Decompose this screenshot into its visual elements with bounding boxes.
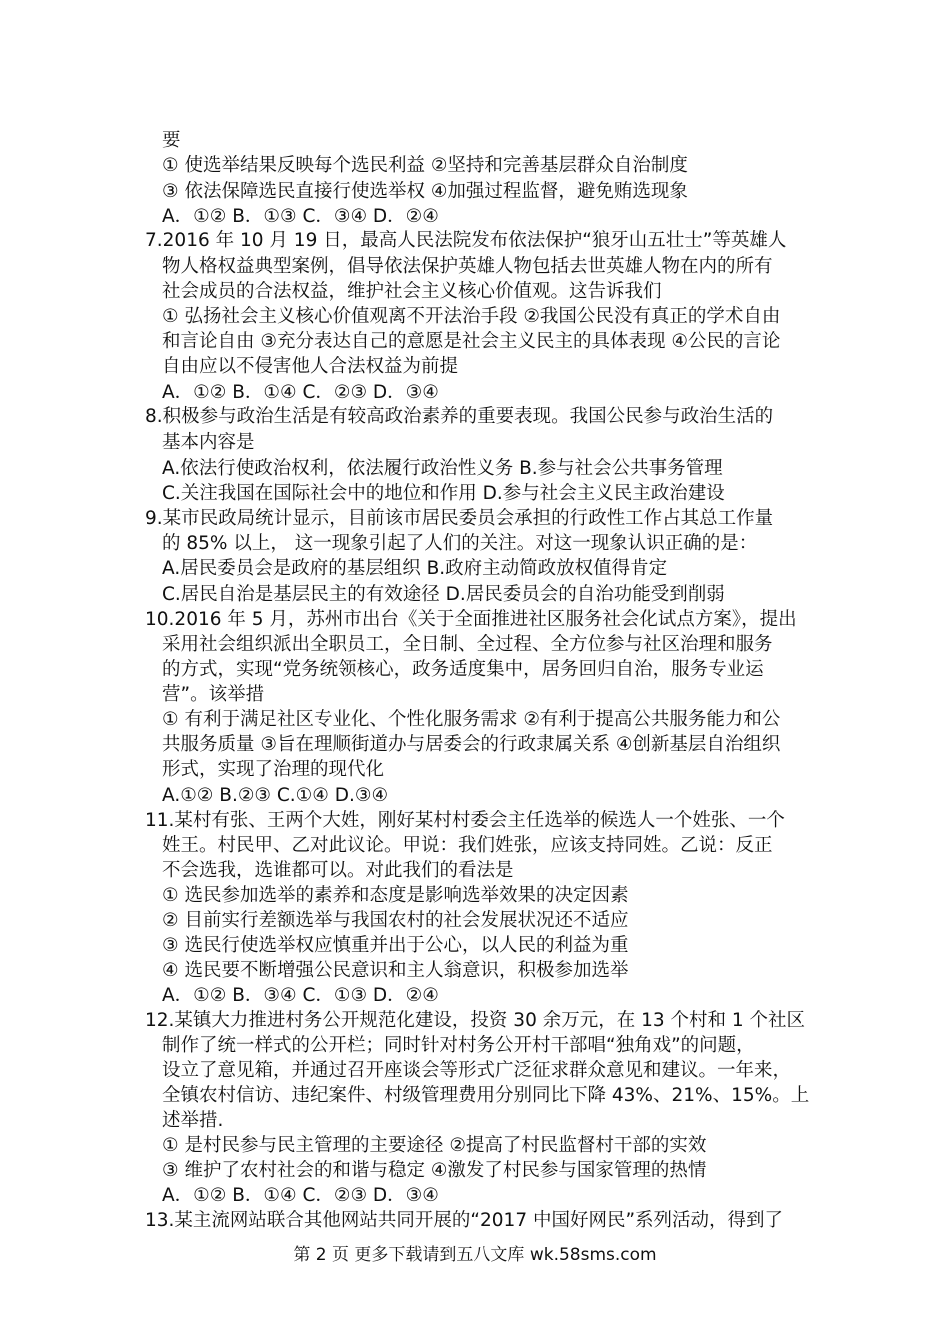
text-line: 物人格权益典型案例，倡导依法保护英雄人物包括去世英雄人物在内的所有 [162, 256, 773, 277]
text-line: ④ 选民要不断增强公民意识和主人翁意识，积极参加选举 [162, 960, 629, 981]
text-line: 全镇农村信访、违纪案件、村级管理费用分别同比下降 43%、21%、15%。上 [162, 1085, 810, 1106]
text-line: A．①② B．①④ C．②③ D．③④ [162, 382, 439, 403]
text-line: 10.2016 年 5 月，苏州市出台《关于全面推进社区服务社会化试点方案》，提出 [145, 609, 797, 630]
text-line: 8.积极参与政治生活是有较高政治素养的重要表现。我国公民参与政治生活的 [145, 406, 774, 427]
text-line: 共服务质量 ③旨在理顺街道办与居委会的行政隶属关系 ④创新基层自治组织 [162, 734, 781, 755]
text-line: ① 使选举结果反映每个选民利益 ②坚持和完善基层群众自治制度 [162, 155, 688, 176]
text-line: 基本内容是 [162, 432, 255, 453]
text-line: A．①② B．①④ C．②③ D．③④ [162, 1185, 439, 1206]
text-line: ① 弘扬社会主义核心价值观离不开法治手段 ②我国公民没有真正的学术自由 [162, 306, 781, 327]
text-line: 形式，实现了治理的现代化 [162, 759, 385, 780]
text-line: ① 有利于满足社区专业化、个性化服务需求 ②有利于提高公共服务能力和公 [162, 709, 781, 730]
text-line: 12.某镇大力推进村务公开规范化建设，投资 30 余万元，在 13 个村和 1 个社区 [145, 1010, 806, 1031]
text-line: 9.某市民政局统计显示，目前该市居民委员会承担的行政性工作占其总工作量 [145, 508, 774, 529]
text-line: 7.2016 年 10 月 19 日，最高人民法院发布依法保护“狼牙山五壮士”等英雄人 [145, 230, 787, 251]
text-line: ③ 依法保障选民直接行使选举权 ④加强过程监督，避免贿选现象 [162, 181, 688, 202]
text-line: 制作了统一样式的公开栏；同时针对村务公开村干部唱“独角戏”的问题， [162, 1035, 755, 1056]
text-line: A．①② B．①③ C．③④ D．②④ [162, 206, 439, 227]
text-line: A．①② B．③④ C．①③ D．②④ [162, 985, 439, 1006]
text-line: C.关注我国在国际社会中的地位和作用 D.参与社会主义民主政治建设 [162, 483, 725, 504]
text-line: ③ 维护了农村社会的和谐与稳定 ④激发了村民参与国家管理的热情 [162, 1160, 707, 1181]
text-line: 13.某主流网站联合其他网站共同开展的“2017 中国好网民”系列活动，得到了 [145, 1210, 784, 1231]
text-line: 11.某村有张、王两个大姓，刚好某村村委会主任选举的候选人一个姓张、一个 [145, 810, 785, 831]
text-line: 述举措. [162, 1110, 224, 1131]
text-line: 设立了意见箱，并通过召开座谈会等形式广泛征求群众意见和建议。一年来， [162, 1060, 792, 1081]
text-line: ③ 选民行使选举权应慎重并出于公心，以人民的利益为重 [162, 935, 629, 956]
text-line: C.居民自治是基层民主的有效途径 D.居民委员会的自治功能受到削弱 [162, 584, 725, 605]
text-line: 和言论自由 ③充分表达自己的意愿是社会主义民主的具体表现 ④公民的言论 [162, 331, 781, 352]
text-line: 不会选我，选谁都可以。对此我们的看法是 [162, 860, 514, 881]
page-footer: 第 2 页 更多下载请到五八文库 wk.58sms.com [293, 1245, 657, 1265]
text-line: 的 85% 以上， 这一现象引起了人们的关注。对这一现象认识正确的是： [162, 533, 758, 554]
text-line: 采用社会组织派出全职员工，全日制、全过程、全方位参与社区治理和服务 [162, 634, 773, 655]
text-line: 要 [162, 130, 181, 151]
text-line: ② 目前实行差额选举与我国农村的社会发展状况还不适应 [162, 910, 629, 931]
text-line: 社会成员的合法权益，维护社会主义核心价值观。这告诉我们 [162, 281, 662, 302]
text-line: 自由应以不侵害他人合法权益为前提 [162, 356, 459, 377]
text-line: ① 是村民参与民主管理的主要途径 ②提高了村民监督村干部的实效 [162, 1135, 707, 1156]
text-line: 姓王。村民甲、乙对此议论。甲说：我们姓张，应该支持同姓。乙说：反正 [162, 835, 773, 856]
text-line: 的方式，实现“党务统领核心，政务适度集中，居务回归自治，服务专业运 [162, 659, 764, 680]
text-line: ① 选民参加选举的素养和态度是影响选举效果的决定因素 [162, 885, 629, 906]
text-line: A.居民委员会是政府的基层组织 B.政府主动简政放权值得肯定 [162, 558, 668, 579]
text-line: A.①② B.②③ C.①④ D.③④ [162, 785, 389, 806]
text-line: A.依法行使政治权利，依法履行政治性义务 B.参与社会公共事务管理 [162, 458, 723, 479]
text-line: 营”。该举措 [162, 684, 265, 705]
